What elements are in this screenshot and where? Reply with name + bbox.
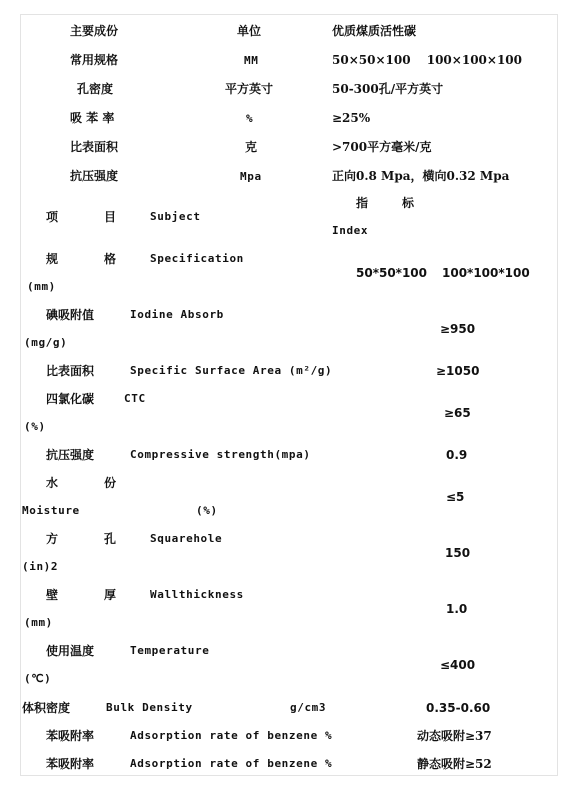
benzene-dynamic-en: Adsorption rate of benzene % (130, 729, 333, 742)
index-header-en: Index (332, 224, 369, 237)
spec-cn-b: 格 (104, 252, 117, 266)
spec-val-2: 100*100*100 (442, 266, 530, 280)
moisture-cn-a: 水 (46, 476, 59, 490)
compressive-en: Compressive strength(mpa) (130, 448, 311, 461)
spec-cn-a: 规 (46, 252, 59, 266)
spec-unit: (mm) (27, 280, 56, 293)
wall-cn-b: 厚 (104, 588, 117, 602)
iodine-cn: 碘吸附值 (46, 308, 95, 322)
ctc-value: ≥65 (444, 406, 471, 420)
temperature-cn: 使用温度 (46, 644, 95, 658)
wall-unit: (mm) (24, 616, 53, 629)
iodine-value: ≥950 (440, 322, 476, 336)
header-param: 主要成份 (70, 24, 119, 38)
squarehole-en: Squarehole (150, 532, 223, 545)
benzene-dynamic-cn: 苯吸附率 (46, 729, 95, 743)
benzene-dynamic-value: 动态吸附≥37 (417, 729, 492, 743)
wall-en: Wallthickness (150, 588, 244, 601)
temperature-en: Temperature (130, 644, 210, 657)
squarehole-unit: (in)2 (22, 560, 59, 573)
benzene-static-value: 静态吸附≥52 (417, 757, 492, 771)
ctc-unit: (%) (24, 420, 46, 433)
squarehole-cn-b: 孔 (104, 532, 117, 546)
spec-en: Specification (150, 252, 244, 265)
bulk-value: 0.35-0.60 (426, 701, 491, 715)
row-param: 孔密度 (77, 82, 114, 96)
row-value: ≥25% (332, 111, 371, 125)
moisture-en: Moisture (22, 504, 80, 517)
iodine-unit: (mg/g) (24, 336, 68, 349)
row-value: 50-300孔/平方英寸 (332, 82, 444, 96)
item-header-cn-a: 项 (46, 210, 59, 224)
moisture-value: ≤5 (446, 490, 465, 504)
index-header-cn-a: 指 (356, 196, 369, 210)
row-unit: % (246, 112, 254, 125)
iodine-en: Iodine Absorb (130, 308, 224, 321)
row-value: >700平方毫米/克 (332, 140, 432, 154)
item-header-en: Subject (150, 210, 201, 223)
spec-val-1: 50*50*100 (356, 266, 427, 280)
bulk-en: Bulk Density (106, 701, 193, 714)
temperature-unit: (℃) (24, 672, 52, 685)
row-param: 吸 苯 率 (70, 111, 115, 125)
row-param: 常用规格 (70, 53, 119, 67)
benzene-static-cn: 苯吸附率 (46, 757, 95, 771)
compressive-cn: 抗压强度 (46, 448, 95, 462)
surface-value: ≥1050 (436, 364, 480, 378)
header-value: 优质煤质活性碳 (332, 24, 417, 38)
bulk-cn: 体积密度 (22, 701, 71, 715)
compressive-value: 0.9 (446, 448, 468, 462)
row-unit: 克 (245, 140, 258, 154)
wall-cn-a: 壁 (46, 588, 59, 602)
moisture-cn-b: 份 (104, 476, 117, 490)
wall-value: 1.0 (446, 602, 468, 616)
bulk-unit: g/cm3 (290, 701, 327, 714)
row-unit: 平方英寸 (225, 82, 274, 96)
index-header-cn-b: 标 (402, 196, 415, 210)
document-frame (20, 14, 558, 776)
squarehole-value: 150 (445, 546, 471, 560)
row-unit: Mpa (240, 170, 262, 183)
item-header-cn-b: 目 (104, 210, 117, 224)
ctc-en: CTC (124, 392, 146, 405)
row-value: 50×50×100 100×100×100 (332, 53, 522, 67)
row-param: 抗压强度 (70, 169, 119, 183)
header-unit: 单位 (237, 24, 262, 38)
row-value: 正向0.8 Mpa，横向0.32 Mpa (332, 169, 510, 183)
moisture-unit: (%) (196, 504, 218, 517)
ctc-cn: 四氯化碳 (46, 392, 95, 406)
benzene-static-en: Adsorption rate of benzene % (130, 757, 333, 770)
temperature-value: ≤400 (440, 658, 476, 672)
row-unit: MM (244, 54, 259, 67)
surface-en: Specific Surface Area (m²/g) (130, 364, 333, 377)
row-param: 比表面积 (70, 140, 119, 154)
surface-cn: 比表面积 (46, 364, 95, 378)
squarehole-cn-a: 方 (46, 532, 59, 546)
